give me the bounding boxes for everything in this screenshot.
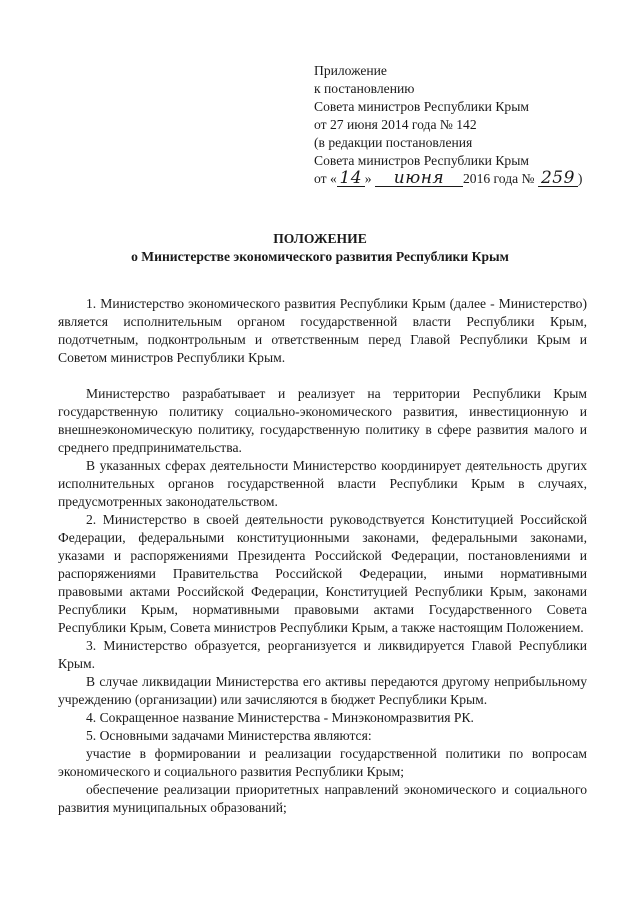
close-paren: ) <box>577 171 583 186</box>
handwritten-number: 259 <box>538 171 578 187</box>
document-title: ПОЛОЖЕНИЕ <box>273 231 367 246</box>
appendix-line: Совета министров Республики Крым <box>314 99 529 114</box>
paragraph: В случае ликвидации Министерства его активы передаются другому неприбыльному учреждению (организации) или зачисляются в бюджет Республики Крым. <box>58 674 587 707</box>
appendix-line: Совета министров Республики Крым <box>314 153 529 168</box>
paragraph: 3. Министерство образуется, реорганизуется и ликвидируется Главой Республики Крым. <box>58 638 587 671</box>
paragraph: 2. Министерство в своей деятельности руководствуется Конституцией Российской Федерации, федеральными конституционными законами, федеральными законами, указами и распоряжениями Президента Российской Федерации, постановлениями и распоряжениями Правительства Российской Федерации, иными нормативными правовыми актами Российской Федерации, Конституцией Республики Крым, законами Республики Крым, нормативными правовыми актами Государственного Совета Республики Крым, Совета министров Республики Крым, а также настоящим Положением. <box>58 512 587 635</box>
document-subtitle: о Министерстве экономического развития Республики Крым <box>131 249 509 264</box>
paragraph: В указанных сферах деятельности Министерство координирует деятельность других исполнительных органов государственной власти Республики Крым в случаях, предусмотренных законодательством. <box>58 458 587 509</box>
date-prefix: от « <box>314 171 337 186</box>
paragraph: 5. Основными задачами Министерства являются: <box>86 728 372 743</box>
appendix-block <box>314 62 614 188</box>
handwritten-month: июня <box>375 171 463 187</box>
appendix-line: (в редакции постановления <box>314 135 473 150</box>
document-body <box>58 295 587 817</box>
appendix-line: к постановлению <box>314 81 415 96</box>
date-day-close: » <box>364 171 372 186</box>
paragraph: 4. Сокращенное название Министерства - Минэкономразвития РК. <box>86 710 474 725</box>
date-year: 2016 года № <box>462 171 535 186</box>
appendix-line: Приложение <box>314 63 387 78</box>
appendix-line: от 27 июня 2014 года № 142 <box>314 117 477 132</box>
paragraph: обеспечение реализации приоритетных направлений экономического и социального развития муниципальных образований; <box>58 782 587 815</box>
handwritten-day: 14 <box>337 171 365 187</box>
paragraph: 1. Министерство экономического развития Республики Крым (далее - Министерство) является исполнительным органом государственной власти Республики Крым, подотчетным, подконтрольным и ответственным перед Главой Республики Крым и Советом министров Республики Крым. <box>58 296 587 365</box>
appendix-date-line <box>314 170 614 188</box>
paragraph: участие в формировании и реализации государственной политики по вопросам экономического и социального развития Республики Крым; <box>58 746 587 779</box>
paragraph: Министерство разрабатывает и реализует на территории Республики Крым государственную политику социально-экономического развития, инвестиционную и внешнеэкономическую политику, государственную политику в сфере развития малого и среднего предпринимательства. <box>58 386 587 455</box>
